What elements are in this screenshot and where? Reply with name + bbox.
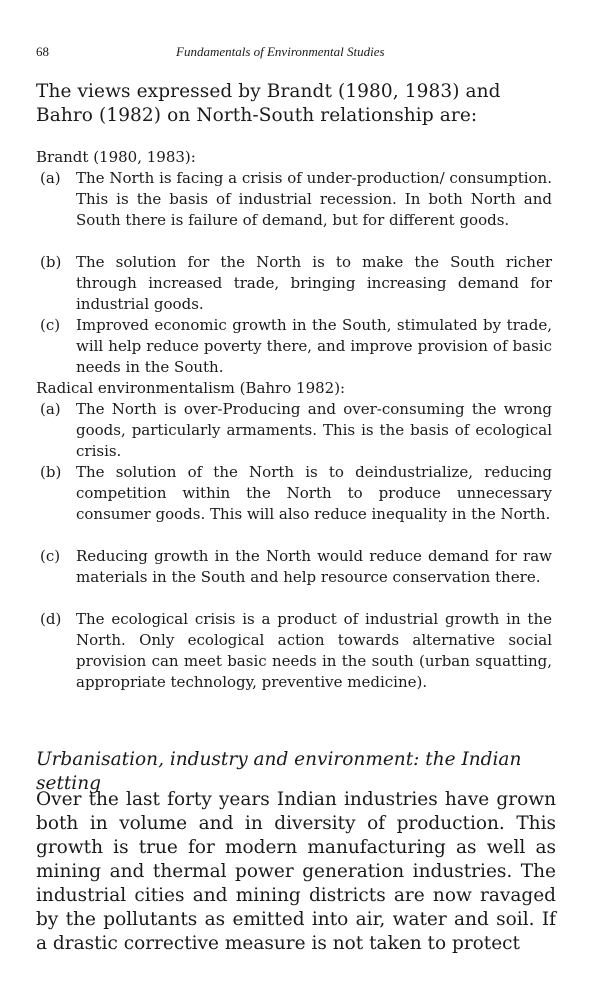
item-marker: (b): [40, 463, 62, 481]
item-marker: (c): [40, 547, 61, 565]
intro-paragraph: The views expressed by Brandt (1980, 1983) and Bahro (1982) on North-South relationship are:: [36, 81, 501, 126]
item-marker: (c): [40, 316, 61, 334]
radical-label: Radical environmentalism (Bahro 1982):: [36, 379, 346, 397]
item-text: Reducing growth in the North would reduce demand for raw materials in the South and help resource conservation there.: [76, 547, 552, 586]
item-text: The solution of the North is to deindustrialize, reducing competition within the North to produce unnecessary consumer goods. This will also reduce inequality in the North.: [76, 463, 552, 523]
item-text: Improved economic growth in the South, stimulated by trade, will help reduce poverty there, and improve provision of basic needs in the South.: [76, 316, 552, 376]
closing-paragraph: Over the last forty years Indian industries have grown both in volume and in diversity of production. This growth is true for modern manufacturing as well as mining and thermal power generation industries. The industrial cities and mining districts are now ravaged by the pollutants as emitted into air, water and soil. If a drastic corrective measure is not taken to protect: [36, 789, 556, 954]
item-marker: (a): [40, 169, 61, 187]
item-text: The ecological crisis is a product of industrial growth in the North. Only ecological action towards alternative social provision can meet basic needs in the south (urban squatting, appropriate technology, preventive medicine).: [76, 610, 552, 691]
section-heading: Urbanisation, industry and environment: the Indian setting: [36, 749, 522, 794]
item-text: The North is facing a crisis of under-production/ consumption. This is the basis of industrial recession. In both North and South there is failure of demand, but for different goods.: [76, 169, 552, 229]
running-title: Fundamentals of Environmental Studies: [176, 44, 385, 59]
item-marker: (d): [40, 610, 62, 628]
item-text: The North is over-Producing and over-consuming the wrong goods, particularly armaments. This is the basis of ecological crisis.: [76, 400, 552, 460]
item-marker: (a): [40, 400, 61, 418]
item-marker: (b): [40, 253, 62, 271]
page-number: 68: [36, 44, 49, 59]
brandt-label: Brandt (1980, 1983):: [36, 148, 196, 166]
item-text: The solution for the North is to make the South richer through increased trade, bringing increasing demand for industrial goods.: [76, 253, 552, 313]
